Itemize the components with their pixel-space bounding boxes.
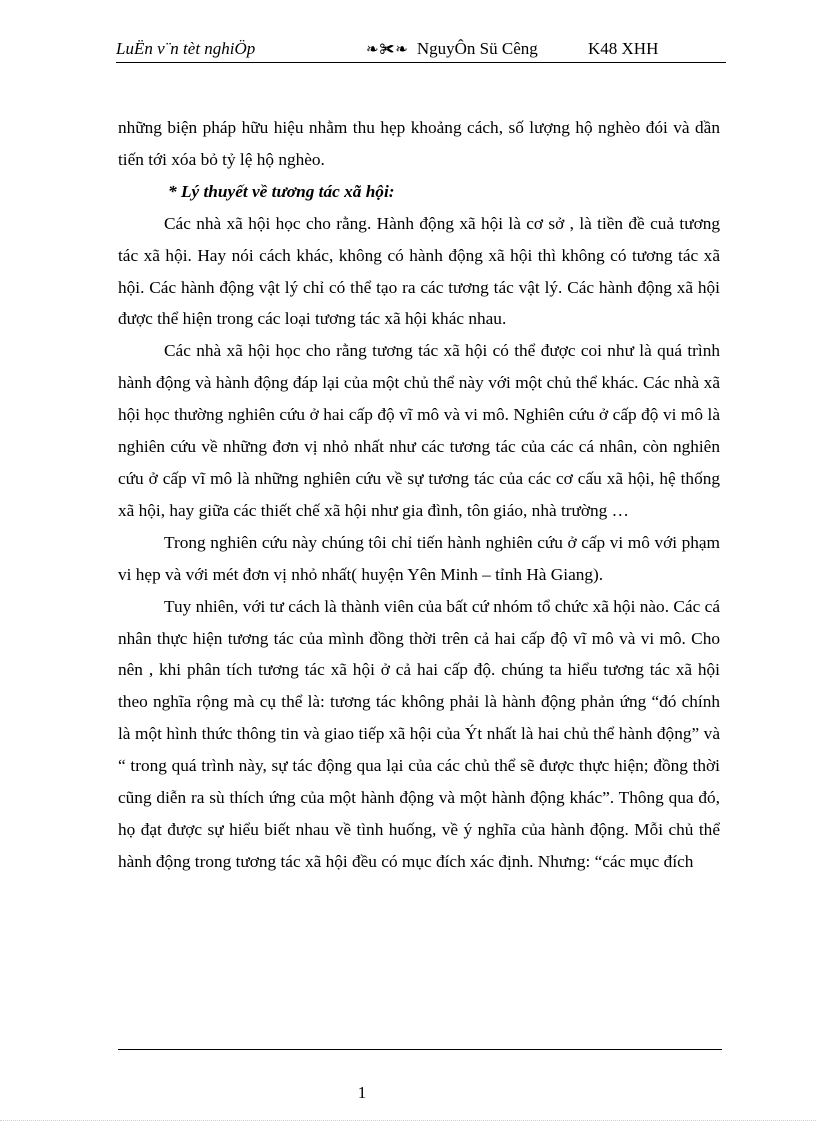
paragraph: Các nhà xã hội học cho rằng tương tác xã hội có thể được coi như là quá trình hành động và hành động đáp lại của một chủ thể này với một chủ thể khác. Các nhà xã hội học thường nghiên cứu ở hai cấp độ vĩ mô và vi mô. Nghiên cứu ở cấp độ vi mô là nghiên cứu về những đơn vị nhỏ nhất như các tương tác của các cá nhân, còn nghiên cứu ở cấp vĩ mô là những nghiên cứu về sự tương tác của các cơ cấu xã hội, hệ thống xã hội, hay giữa các thiết chế xã hội như gia đình, tôn giáo, nhà trường …: [118, 341, 720, 520]
paragraph: Tuy nhiên, với tư cách là thành viên của bất cứ nhóm tổ chức xã hội nào. Các cá nhân thực hiện tương tác của mình đồng thời trên cả hai cấp độ vĩ mô và vi mô. Cho nên , khi phân tích tương tác xã hội ở cả hai cấp độ. chúng ta hiểu tương tác xã hội theo nghĩa rộng mà cụ thể là: tương tác không phải là hành động phản ứng “đó chính là một hình thức thông tin và giao tiếp xã hội của Ýt nhất là hai chủ thể hành động” và “ trong quá trình này, sự tác động qua lại của các chủ thể sẽ được thực hiện; đồng thời cũng diễn ra sù thích ứng của một hành động và một hành động khác”. Thông qua đó, họ đạt được sự hiểu biết nhau về tình huống, về ý nghĩa của hành động. Mỗi chủ thể hành động trong tương tác xã hội đều có mục đích xác định. Nhưng: “các mục đích: [118, 596, 720, 871]
page-number: 1: [357, 1083, 367, 1102]
page-header: [116, 38, 726, 62]
author-block: [366, 38, 538, 61]
paragraph-continuation: những biện pháp hữu hiệu nhằm thu hẹp khoảng cách, số lượng hộ nghèo đói và dần tiến tới xóa bỏ tỷ lệ hộ nghèo.: [118, 118, 720, 169]
document-body: [118, 112, 720, 878]
author-name: NguyÔn Sü Cêng: [416, 39, 538, 58]
section-heading: * Lý thuyết về tương tác xã hội:: [168, 181, 395, 201]
paragraph: Các nhà xã hội học cho rằng. Hành động xã hội là cơ sở , là tiền đề cuả tương tác xã hội. Hay nói cách khác, không có hành động xã hội thì không có tương tác xã hội. Các hành động vật lý chỉ có thể tạo ra các tương tác vật lý. Các hành động xã hội được thể hiện trong các loại tương tác xã hội khác nhau.: [118, 213, 720, 329]
ornament-icon: ❧✀❧: [366, 42, 409, 58]
page-edge: [0, 1120, 816, 1121]
paragraph: Trong nghiên cứu này chúng tôi chỉ tiến hành nghiên cứu ở cấp vi mô với phạm vi hẹp và với mét đơn vị nhỏ nhất( huyện Yên Minh – tỉnh Hà Giang).: [118, 532, 720, 584]
header-divider: [116, 62, 726, 63]
footer-divider: [118, 1049, 722, 1050]
class-code: K48 XHH: [588, 39, 659, 58]
thesis-label: LuËn v¨n tèt nghiÖp: [116, 39, 256, 58]
